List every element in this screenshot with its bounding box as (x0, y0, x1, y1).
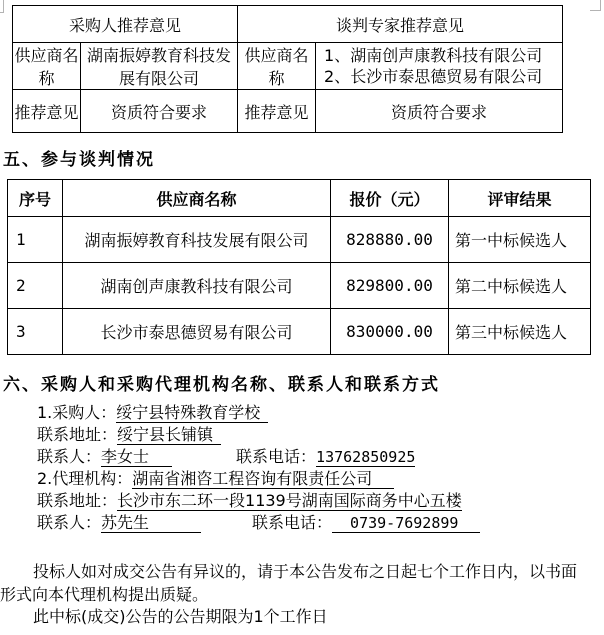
agency-contact-line (37, 512, 604, 534)
objection-notice-paragraph: 投标人如对成交公告有异议的，请于本公告发布之日起七个工作日内，以书面形式向本代理机构提出质疑。 (0, 562, 578, 604)
purchaser-phone-label: 联系电话： (236, 447, 317, 466)
seq-cell: 2 (8, 263, 63, 309)
section5-heading: 五、参与谈判情况 (3, 150, 155, 170)
purchaser-recommendation-header: 采购人推荐意见 (13, 6, 238, 43)
opinion-row (13, 90, 563, 133)
supplier-name-row (13, 43, 563, 90)
agency-label: 2.代理机构： (37, 469, 133, 488)
price-cell: 829800.00 (331, 263, 449, 309)
agency-address-line (37, 490, 604, 512)
announcement-period-line: 此中标(成交)公告的公告期限为1个工作日 (33, 607, 328, 626)
expert-supplier-line2: 2、长沙市泰思德贸易有限公司 (324, 67, 543, 86)
expert-supplier-label: 供应商名称 (238, 43, 316, 90)
agency-phone-label: 联系电话： (252, 513, 333, 532)
purchaser-address: 绥宁县长铺镇 (117, 425, 221, 445)
seq-cell: 1 (8, 217, 63, 263)
contact-info-block (37, 402, 604, 534)
seq-header: 序号 (8, 180, 63, 217)
purchaser-label: 1.采购人： (37, 403, 117, 422)
expert-supplier-value (316, 43, 563, 90)
text-boundary-mark (3, 0, 4, 12)
purchaser-name: 绥宁县特殊教育学校 (116, 403, 268, 423)
result-header: 评审结果 (449, 180, 591, 217)
result-cell: 第二中标候选人 (449, 263, 591, 309)
negotiation-header-row (8, 180, 591, 217)
seq-cell: 3 (8, 309, 63, 355)
agency-name: 湖南省湘咨工程咨询有限责任公司 (132, 469, 394, 489)
expert-opinion-value: 资质符合要求 (316, 90, 563, 133)
purchaser-address-line (37, 424, 604, 446)
negotiation-row (8, 263, 591, 309)
purchaser-address-label: 联系地址： (37, 425, 118, 444)
recommendation-header-row (13, 6, 563, 43)
expert-recommendation-header: 谈判专家推荐意见 (238, 6, 563, 43)
negotiation-row (8, 217, 591, 263)
expert-supplier-line1: 1、湖南创声康教科技有限公司 (324, 46, 543, 65)
recommendation-table (12, 5, 563, 133)
negotiation-row (8, 309, 591, 355)
text-boundary-mark (590, 10, 601, 11)
agency-address: 长沙市东二环一段1139号湖南国际商务中心五楼 (117, 491, 462, 510)
agency-contact-name: 苏先生 (101, 513, 201, 533)
text-boundary-mark (0, 12, 4, 13)
price-header: 报价（元） (331, 180, 449, 217)
supplier-header: 供应商名称 (63, 180, 331, 217)
section6-heading: 六、采购人和采购代理机构名称、联系人和联系方式 (3, 375, 440, 395)
purchaser-supplier-value: 湖南振婷教育科技发展有限公司 (81, 43, 238, 90)
purchaser-opinion-label: 推荐意见 (13, 90, 81, 133)
purchaser-name-line (37, 402, 604, 424)
supplier-cell: 长沙市泰思德贸易有限公司 (63, 309, 331, 355)
purchaser-phone: 13762850925 (316, 448, 416, 466)
agency-phone: 0739-7692899 (332, 514, 480, 533)
supplier-cell: 湖南创声康教科技有限公司 (63, 263, 331, 309)
purchaser-contact-label: 联系人： (37, 447, 102, 466)
price-cell: 830000.00 (331, 309, 449, 355)
purchaser-contact-name: 李女士 (101, 447, 172, 467)
purchaser-supplier-label: 供应商名称 (13, 43, 81, 90)
purchaser-contact-line (37, 446, 604, 468)
negotiation-table (7, 179, 591, 355)
agency-address-label: 联系地址： (37, 491, 118, 510)
agency-contact-label: 联系人： (37, 513, 102, 532)
price-cell: 828880.00 (331, 217, 449, 263)
result-cell: 第一中标候选人 (449, 217, 591, 263)
purchaser-opinion-value: 资质符合要求 (81, 90, 238, 133)
text-boundary-mark (600, 0, 601, 10)
agency-name-line (37, 468, 604, 490)
expert-opinion-label: 推荐意见 (238, 90, 316, 133)
result-cell: 第三中标候选人 (449, 309, 591, 355)
supplier-cell: 湖南振婷教育科技发展有限公司 (63, 217, 331, 263)
